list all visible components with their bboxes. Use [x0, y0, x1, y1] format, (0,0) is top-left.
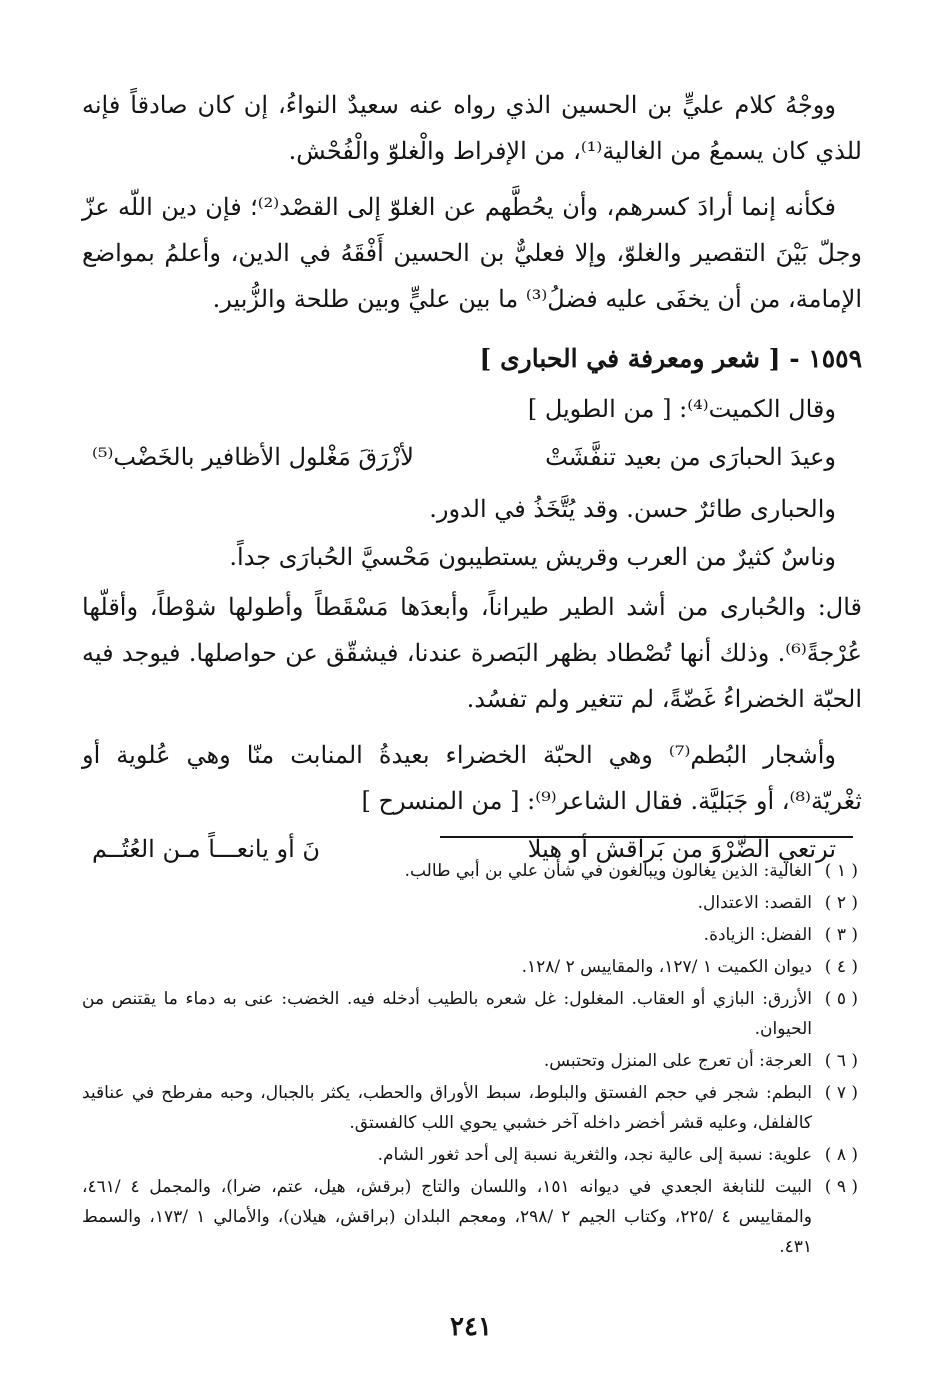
footnote-number: ( ٥ )	[824, 989, 858, 1009]
footnote-number: ( ٣ )	[824, 925, 858, 945]
footnote-text: ديوان الكميت ١ /١٢٧، والمقاييس ٢ /١٢٨.	[521, 957, 812, 977]
footnote	[82, 1046, 858, 1076]
section-heading: ١٥٥٩ - [ شعر ومعرفة في الحبارى ]	[479, 344, 862, 373]
footnote	[82, 888, 858, 918]
footnote-text: البيت للنابغة الجعدي في ديوانه ١٥١، واللسان والتاج (برقش، هيل، عتم، ضرا)، والمجمل ٤ /٤٦١، والمقاييس ٤ /٢٢٥، وكتاب الجيم ٢ /٢٩٨، ومعجم البلدان (براقش، هيلان)، والأمالي ١ /١٧٣، والسمط ٤٣١.	[82, 1177, 812, 1257]
verse-first-hemistich: ترتعي الضَّرْوَ من بَراقش أو هيلا	[527, 835, 836, 863]
verse-second-hemistich: نَ أو يانعـــاً مـن العُتُــم	[92, 835, 321, 863]
main-text	[82, 82, 862, 878]
footnote	[82, 1078, 858, 1138]
footnote-number: ( ٧ )	[824, 1083, 858, 1103]
paragraph: وأشجار البُطم⁽⁷⁾ وهي الحبّة الخضراء بعيدةُ المنابت منّا وهي عُلوية أو ثغْريّة⁽⁸⁾، أو جَبَليَّة. فقال الشاعر⁽⁹⁾: [ من المنسرح ]	[82, 741, 862, 815]
footnote-text: البطم: شجر في حجم الفستق والبلوط، سبط الأوراق والحطب، يكثر بالجبال، وحبه مفرطح في عناقيد كالفلفل، وعليه قشر أخضر داخله آخر خشبي يحوي اللب كالفستق.	[82, 1083, 812, 1133]
verse-intro: وقال الكميت⁽⁴⁾: [ من الطويل ]	[527, 395, 836, 423]
footnote-text: العرجة: أن تعرج على المنزل وتحتبس.	[543, 1051, 812, 1071]
page-number: ٢٤١	[450, 1312, 492, 1342]
verse-first-hemistich: وعيدَ الحبارَى من بعيد تنفَّشَتْ	[545, 443, 836, 471]
paragraph: قال: والحُبارى من أشد الطير طيراناً، وأبعدَها مَسْقَطاً وأطولها شوْطاً، وأقلّها عُرْجةً⁽⁶⁾. وذلك أنها تُصْطاد بظهر البَصرة عندنا، فيشقّق عن حواصلها. فيوجد فيه الحبّة الخضراءُ غَضّةً، لم تتغير ولم تفسُد.	[82, 593, 862, 713]
footnote-number: ( ٦ )	[824, 1051, 858, 1071]
footnotes	[82, 856, 858, 1264]
footnote	[82, 1140, 858, 1170]
footnote-text: علوية: نسبة إلى عالية نجد، والثغرية نسبة إلى أحد ثغور الشام.	[377, 1145, 812, 1165]
footnote-separator	[440, 836, 853, 838]
footnote-number: ( ١ )	[824, 861, 858, 881]
paragraph: فكأنه إنما أرادَ كسرهم، وأن يحُطَّهم عن الغلوّ إلى القصْد⁽²⁾؛ فإن دين اللّه عزّ وجلّ بَيْنَ التقصير والغلوّ، وإلا فعليٌّ بن الحسين أَفْقَهُ في الدين، وأعلمُ بمواضع الإمامة، من أن يخفَى عليه فضلُ⁽³⁾ ما بين عليٍّ وبين طلحة والزُّبير.	[82, 193, 862, 313]
footnote	[82, 856, 858, 886]
footnote	[82, 920, 858, 950]
footnote-number: ( ٨ )	[824, 1145, 858, 1165]
footnote	[82, 984, 858, 1044]
footnote-text: الفضل: الزيادة.	[703, 925, 812, 945]
footnote-number: ( ٩ )	[824, 1177, 858, 1197]
footnote	[82, 1172, 858, 1262]
paragraph: وناسٌ كثيرٌ من العرب وقريش يستطيبون مَحْسيَّ الحُبارَى جداً.	[229, 543, 836, 571]
footnote-text: الأزرق: البازي أو العقاب. المغلول: غل شعره بالطيب أدخله فيه. الخضب: عنى به دماء ما يقتنص من الحيوان.	[82, 989, 812, 1039]
paragraph: والحبارى طائرٌ حسن. وقد يُتَّخَذُ في الدور.	[429, 495, 836, 523]
footnote-text: القصد: الاعتدال.	[697, 893, 812, 913]
footnote-number: ( ٤ )	[824, 957, 858, 977]
footnote	[82, 952, 858, 982]
verse-line	[82, 434, 862, 480]
footnote-text: الغالية: الذين يغالون ويبالغون في شأن علي بن أبي طالب.	[404, 861, 812, 881]
footnote-number: ( ٢ )	[824, 893, 858, 913]
paragraph: ووجْهُ كلام عليٍّ بن الحسين الذي رواه عنه سعيدٌ النواءُ، إن كان صادقاً فإنه للذي كان يسمعُ من الغالية⁽¹⁾، من الإفراط والْغلوّ والْفُحْش.	[82, 91, 862, 165]
verse-second-hemistich: لأزْرَقَ مَغْلول الأظافير بالخَضْب⁽⁵⁾	[92, 443, 414, 471]
